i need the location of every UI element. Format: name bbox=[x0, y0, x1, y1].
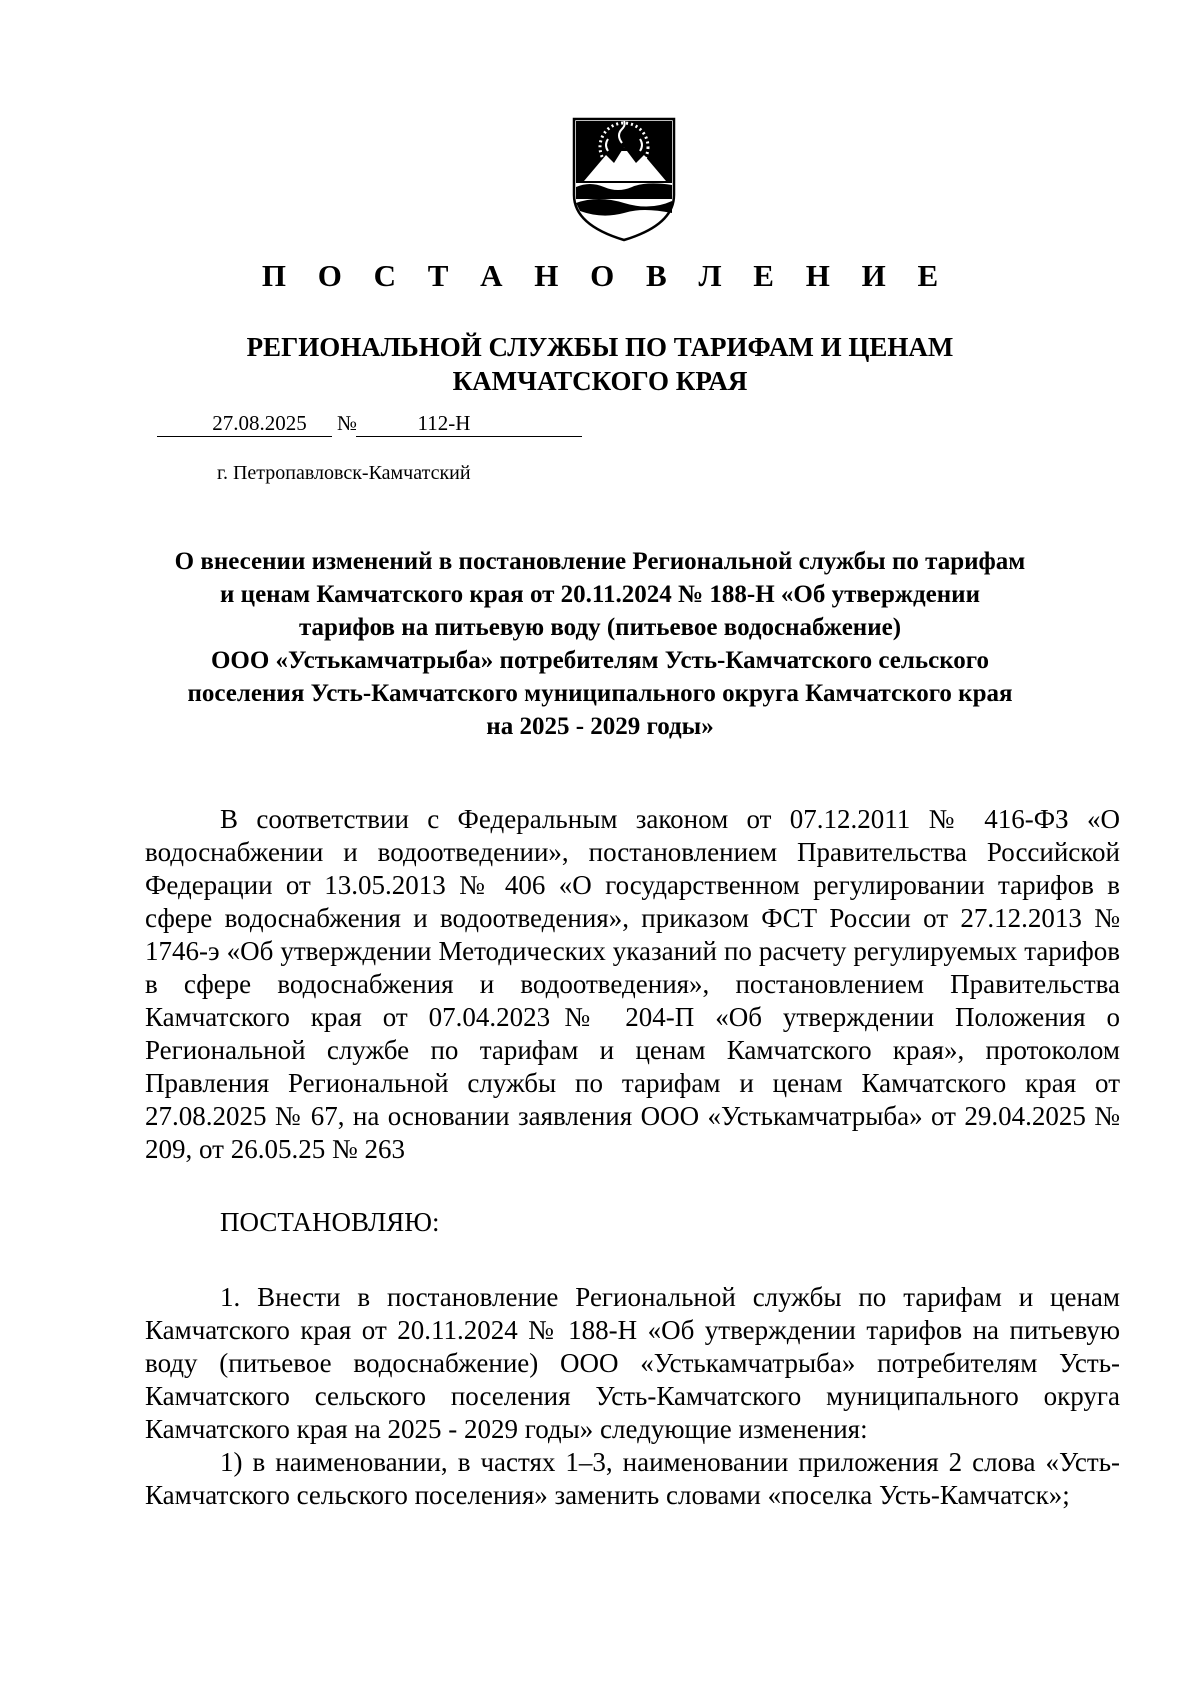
preamble-paragraph: В соответствии с Федеральным законом от 07.12.2011 № 416-ФЗ «О водоснабжении и водоотведении», постановлением Правительства Российской Федерации от 13.05.2013 № 406 «О государственном регулировании тарифов в сфере водоснабжения и водоотведения», приказом ФСТ России от 27.12.2013 № 1746-э «Об утверждении Методических указаний по расчету регулируемых тарифов в сфере водоснабжения и водоотведения», постановлением Правительства Камчатского края от 07.04.2023№ 204-П «Об утверждении Положения о Региональной службе по тарифам и ценам Камчатского края», протоколом Правления Региональной службы по тарифам и ценам Камчатского края от 27.08.2025 № 67, на основании заявления ООО «Устькамчатрыба» от 29.04.2025 № 209, от 26.05.25 № 263 bbox=[145, 804, 1120, 1164]
subject-line: О внесении изменений в постановление Региональной службы по тарифам bbox=[174, 548, 1026, 575]
subject-line: на 2025 - 2029 годы» bbox=[486, 713, 714, 740]
subject-line: поселения Усть-Камчатского муниципального округа Камчатского края bbox=[187, 680, 1013, 707]
document-type-title: П О С Т А Н О В Л Е Н И Е bbox=[261, 258, 951, 293]
preamble-block bbox=[145, 803, 1120, 1166]
authority-line: РЕГИОНАЛЬНОЙ СЛУЖБЫ ПО ТАРИФАМ И ЦЕНАМ bbox=[246, 332, 954, 362]
authority-line: КАМЧАТСКОГО КРАЯ bbox=[452, 366, 748, 396]
document-date: 27.08.2025 bbox=[157, 410, 332, 437]
decree-items bbox=[145, 1281, 1120, 1512]
document-number: 112-Н bbox=[356, 410, 582, 437]
decree-subitem: 1) в наименовании, в частях 1–3, наименовании приложения 2 слова «Усть-Камчатского сельского поселения» заменить словами «поселка Усть-Камчатск»; bbox=[145, 1447, 1120, 1510]
number-sign: № bbox=[336, 411, 358, 435]
issuing-city: г. Петропавловск-Камчатский bbox=[217, 462, 471, 484]
decree-item: 1. Внести в постановление Региональной службы по тарифам и ценам Камчатского края от 20.11.2024 № 188-Н «Об утверждении тарифов на питьевую воду (питьевое водоснабжение) ООО «Устькамчатрыба» потребителям Усть-Камчатского сельского поселения Усть-Камчатского муниципального округа Камчатского края на 2025 - 2029 годы» следующие изменения: bbox=[145, 1282, 1120, 1444]
kamchatka-coat-of-arms-icon bbox=[572, 117, 676, 242]
subject-line: тарифов на питьевую воду (питьевое водоснабжение) bbox=[298, 614, 902, 641]
subject-line: ООО «Устькамчатрыба» потребителям Усть-Камчатского сельского bbox=[210, 647, 990, 674]
subject-line: и ценам Камчатского края от 20.11.2024 № 188-Н «Об утверждении bbox=[220, 581, 980, 608]
document-subject bbox=[100, 545, 1100, 743]
decree-word: ПОСТАНОВЛЯЮ: bbox=[220, 1207, 440, 1237]
issuing-authority bbox=[0, 330, 1200, 398]
